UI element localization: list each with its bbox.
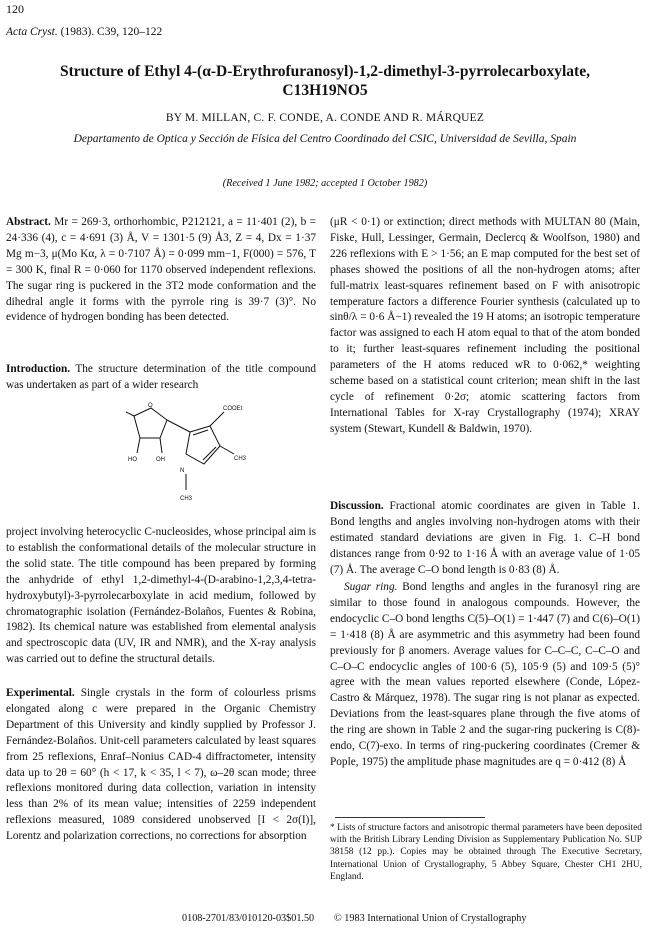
sugar-ring-heading: Sugar ring.	[344, 581, 398, 593]
abstract-section	[6, 215, 316, 326]
ring-methyl-label: CH3	[234, 456, 247, 462]
received-dates: (Received 1 June 1982; accepted 1 October 1982)	[222, 178, 428, 189]
journal-year: (1983).	[60, 26, 95, 38]
glycosidic-bond	[167, 420, 190, 432]
affiliation: Departamento de Optica y Sección de Física del Centro Coordinado del CSIC, Universidad de Sevilla, Spain	[73, 133, 577, 145]
article-title	[14, 62, 636, 100]
ester-label: COOEt	[223, 406, 243, 412]
copyright: © 1983 International Union of Crystallography	[334, 913, 527, 924]
introduction-text-1: The structure determination of the title compound was undertaken as part of a wider research	[6, 363, 317, 391]
oh-label: OH	[156, 457, 165, 463]
introduction-continuation	[6, 525, 316, 668]
nitrogen-label: N	[180, 468, 185, 474]
title-line: Structure of Ethyl 4-(α-D-Erythrofuranosyl)-1,2-dimethyl-3-pyrrolecarboxylate,	[60, 63, 590, 80]
article-code: 0108-2701/83/010120-03$01.50	[182, 913, 315, 924]
oh-bond	[160, 438, 162, 453]
introduction-text-2: project involving heterocyclic C-nucleosides, whose principal aim is to establish the conformational details of the molecular structure in the solid state. The title compound has been prepared by forming the anhydride of ethyl 1,2-dimethyl-4-(D-arabino-1,2,3,4-tetra-hydroxybutyl)-3-pyrrolecarboxylate in acid medium, followed by chromatographic isolation (Fernández-Bolaños, Fuentes & Robina, 1982). Its chemical nature was established from elemental analysis and spectroscopic data (UV, IR and NMR), and the X-ray analysis was carried out to define the structural details.	[6, 526, 316, 666]
authors: BY M. MILLAN, C. F. CONDE, A. CONDE AND R. MÁRQUEZ	[165, 112, 485, 124]
n-methyl-label: CH3	[180, 496, 193, 502]
furanose-ring	[134, 408, 167, 438]
title-formula: C13H19NO5	[282, 82, 368, 99]
experimental-heading: Experimental.	[6, 687, 75, 699]
journal-citation	[6, 26, 162, 38]
journal-volume-pages: C39, 120–122	[97, 26, 163, 38]
methods-continuation	[330, 215, 640, 438]
chemical-structure-figure	[104, 398, 294, 518]
abstract-text: Mr = 269·3, orthorhombic, P212121, a = 11·401 (2), b = 24·336 (4), c = 4·691 (3) Å, V = 1301·5 (9) Å3, Z = 4, Dx = 1·37 Mg m−3, μ(Mo Kα, λ = 0·7107 Å) = 0·099 mm−1, F(000) = 576, T = 300 K, final R = 0·060 for 1170 observed independent reflexions. The sugar ring is puckered in the 3T2 mode conformation and the dihedral angle it forms with the pyrrole ring is 39·7 (3)°. No evidence of hydrogen bonding has been detected.	[6, 216, 316, 324]
ho-label: HO	[128, 457, 137, 463]
ch2-bond	[126, 412, 134, 416]
introduction-section	[6, 362, 316, 394]
page-number: 120	[6, 2, 24, 16]
experimental-section	[6, 686, 316, 845]
journal-name: Acta Cryst.	[6, 26, 58, 38]
discussion-heading: Discussion.	[330, 500, 384, 512]
footnote: * Lists of structure factors and anisotropic thermal parameters have been deposited with the British Library Lending Division as Supplementary Publication No. SUP 38158 (12 pp.). Copies may be obtained through The Executive Secretary, International Union of Crystallography, 5 Abbey Square, Chester CH1 2HU, England.	[330, 823, 642, 882]
sugar-ring-section	[330, 580, 640, 771]
introduction-heading: Introduction.	[6, 363, 71, 375]
ring-oxygen-label: O	[148, 403, 153, 409]
abstract-heading: Abstract.	[6, 216, 51, 228]
methods-text: (μR < 0·1) or extinction; direct methods with MULTAN 80 (Main, Fiske, Hull, Lessinger, Germain, Declercq & Woolfson, 1980) and 226 reflexions with E > 1·56; an E map computed for the best set of phases showed the positions of all the non-hydrogen atoms; after full-matrix least-squares refinement based on F with anisotropic temperature factors a difference Fourier synthesis (calculated up to sinθ/λ = 0·6 Å−1) revealed the 19 H atoms; an isotropic temperature factor was assigned to each H atom equal to that of the atom bonded to it; further least-squares refinement including the positional parameters of the H atoms reduced wR to 0·062,* weighting scheme based on a statistical count criterion; mean shift in the last cycle of refinement 0·2σ; atomic scattering factors from International Tables for X-ray Crystallography (1974); XRAY system (Stewart, Kundell & Baldwin, 1970).	[330, 216, 640, 435]
ester-bond	[210, 412, 224, 426]
discussion-text: Fractional atomic coordinates are given in Table 1. Bond lengths and angles involving non-hydrogen atoms with their estimated standard deviations are given in Fig. 1. C–H bond distances range from 0·92 to 1·16 Å with an average value of 1·05 (7) Å. The average C–O bond length is 0·83 (8) Å.	[330, 500, 640, 576]
footnote-rule	[335, 817, 485, 818]
discussion-section	[330, 499, 640, 579]
ho-bond	[137, 438, 140, 453]
sugar-ring-text: Bond lengths and angles in the furanosyl ring are similar to those found in analogous compounds. However, the endocyclic C–O bond lengths C(5)–O(1) = 1·447 (7) and C(6)–O(1) = 1·418 (8) Å are asymmetric and this asymmetry had been found previously for β anomers. Average values for C–C–C, C–C–O and C–O–C endocyclic angles of 100·6 (5), 105·9 (5) and 109·5 (5)° agree with the mean values reported elsewhere (Conde, López-Castro & Márquez, 1978). The sugar ring is not planar as expected. Deviations from the least-squares plane through the five atoms of the ring are shown in Table 2 and the sugar-ring puckering is C(8)-endo, C(7)-exo. In terms of ring-puckering coordinates (Cremer & Pople, 1975) the amplitude phase magnitudes are q = 0·412 (8) Å	[330, 581, 640, 768]
experimental-text: Single crystals in the form of colourless prisms elongated along c were prepared in the Organic Chemistry Department of this University and kindly supplied by Professor J. Fernández-Bolaños. Unit-cell parameters calculated by least squares from 25 reflexions, Enraf–Nonius CAD-4 diffractometer, intensity data up to 2θ = 60° (h < 17, k < 35, l < 7), ω–2θ scan mode; three reflexions monitored during data collection, variation in intensity less than 2% of its mean value; intensities of 2259 independent reflexions measured, 1089 considered unobserved [I < 2σ(I)], Lorentz and polarization corrections, no corrections for absorption	[6, 687, 316, 843]
methyl-bond	[220, 446, 234, 454]
